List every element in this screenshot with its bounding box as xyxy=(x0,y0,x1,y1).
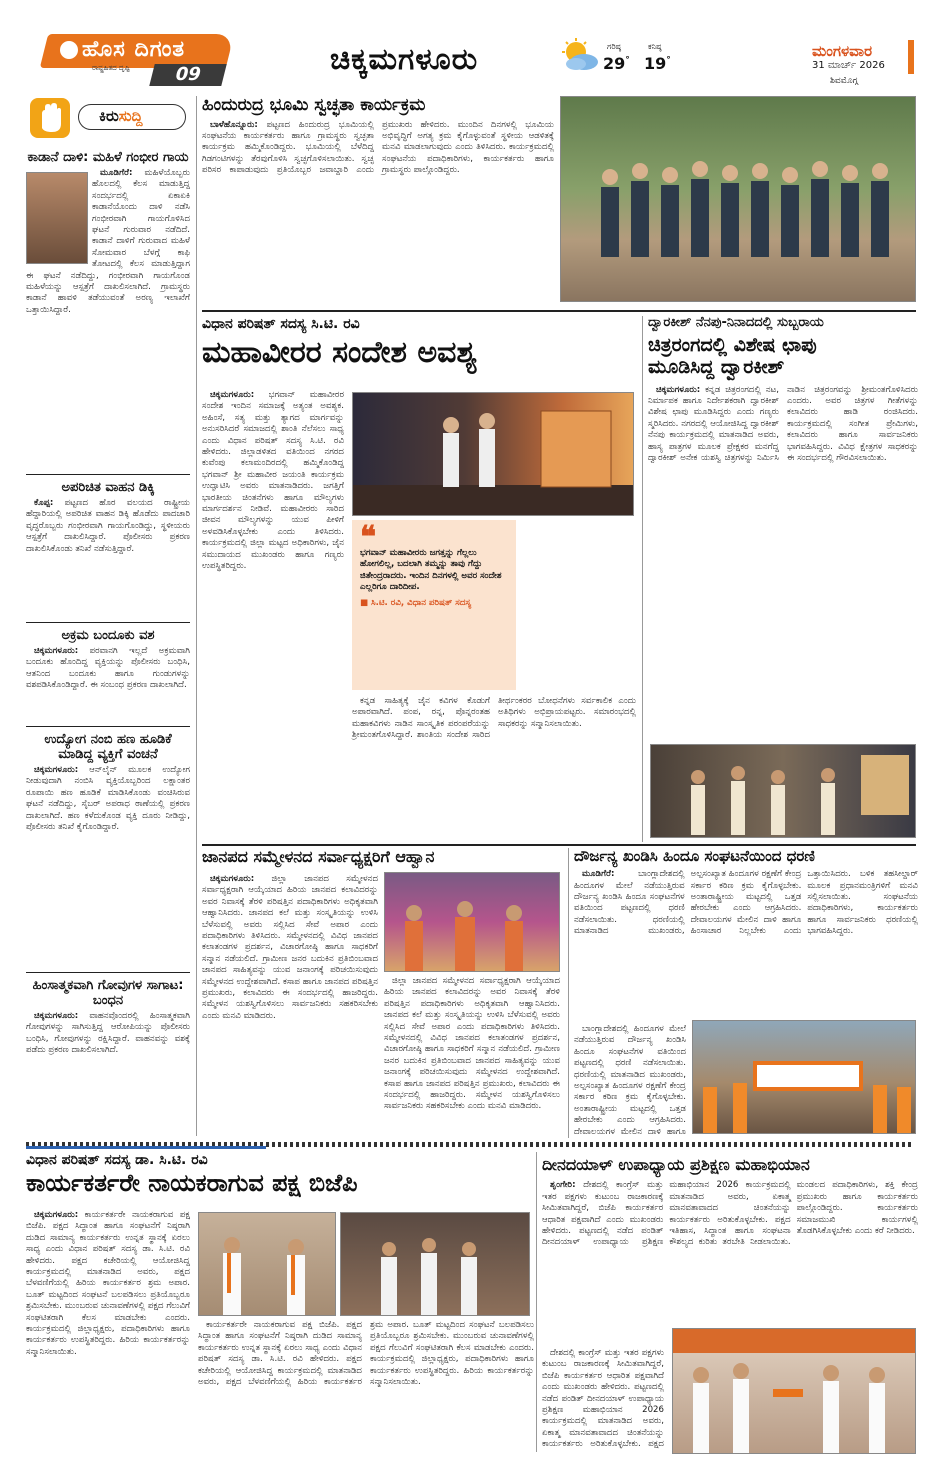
min-temp: 19° xyxy=(644,54,671,73)
brief-vehicle-accident: ಅಪರಿಚಿತ ವಾಹನ ಡಿಕ್ಕಿ ಕೊಪ್ಪ: ಪಟ್ಟಣದ ಹೊರ ವಲಯದ ರಾಷ್ಟ್ರೀಯ ಹೆದ್ದಾರಿಯಲ್ಲಿ ಅಪರಿಚಿತ ವಾಹನ ಡಿಕ್ಕಿ ಹೊಡೆದು ಪಾದಚಾರಿ ವೃದ್ಧರೊಬ್ಬರು ಗಂಭೀರವಾಗಿ ಗಾಯಗೊಂಡಿದ್ದು, ಸ್ಥಳೀಯರು ಆಸ್ಪತ್ರೆಗೆ ದಾಖಲಿಸಿದ್ದಾರೆ. ಪೊಲೀಸರು ಪ್ರಕರಣ ದಾಖಲಿಸಿಕೊಂಡು ತನಿಖೆ ನಡೆಸುತ್ತಿದ್ದಾರೆ. xyxy=(26,480,190,554)
brief-job-fraud: ಉದ್ಯೋಗ ನಂಬಿ ಹಣ ಹೂಡಿಕೆ ಮಾಡಿದ್ದ ವ್ಯಕ್ತಿಗೆ ವಂಚನೆ ಚಿಕ್ಕಮಗಳೂರು: ಆನ್‌ಲೈನ್ ಮೂಲಕ ಉದ್ಯೋಗ ನೀಡುವುದಾಗಿ ನಂಬಿಸಿ ವ್ಯಕ್ತಿಯೊಬ್ಬರಿಂದ ಲಕ್ಷಾಂತರ ರೂಪಾಯಿ ಹಣ ಹೂಡಿಕೆ ಮಾಡಿಸಿಕೊಂಡು ವಂಚಿಸಿರುವ ಘಟನೆ ನಡೆದಿದ್ದು, ಸೈಬರ್ ಅಪರಾಧ ಠಾಣೆಯಲ್ಲಿ ಪ್ರಕರಣ ದಾಖಲಾಗಿದೆ. ಹಣ ಕಳೆದುಕೊಂಡ ವ್ಯಕ್ತಿ ದೂರು ನೀಡಿದ್ದು, ಪೊಲೀಸರು ತನಿಖೆ ಕೈಗೊಂಡಿದ್ದಾರೆ. xyxy=(26,732,190,833)
pull-quote: ❝ ಭಗವಾನ್ ಮಹಾವೀರರು ಜಗತ್ತನ್ನು ಗೆಲ್ಲಲು ಹೋಗಲಿಲ್ಲ, ಬದಲಾಗಿ ತಮ್ಮನ್ನು ತಾವು ಗೆದ್ದು ಜಿತೇಂದ್ರರಾದರು. ಇಂದಿನ ದಿನಗಳಲ್ಲಿ ಅವರ ಸಂದೇಶ ಎಲ್ಲರಿಗೂ ದಾರಿದೀಪ. ■ ಸಿ.ಟಿ. ರವಿ, ವಿಧಾನ ಪರಿಷತ್ ಸದಸ್ಯ xyxy=(352,520,516,690)
max-temp-label: ಗರಿಷ್ಠ xyxy=(607,42,621,51)
page-number: 09 xyxy=(149,64,226,86)
headline: ಅಕ್ರಮ ಬಂದೂಕು ವಶ xyxy=(61,628,155,643)
headline: ಮಹಾವೀರರ ಸಂದೇಶ ಅವಶ್ಯ xyxy=(202,335,478,371)
photo-hindu-protest xyxy=(692,1020,916,1134)
article-janapada: ಜಾನಪದ ಸಮ್ಮೇಳನದ ಸರ್ವಾಧ್ಯಕ್ಷರಿಗೆ ಆಹ್ವಾನ ಚಿಕ್ಕಮಗಳೂರು: ಜಿಲ್ಲಾ ಜಾನಪದ ಸಮ್ಮೇಳನದ ಸರ್ವಾಧ್ಯಕ್ಷರಾಗಿ ಆಯ್ಕೆಯಾದ ಹಿರಿಯ ಜಾನಪದ ಕಲಾವಿದರನ್ನು ಅವರ ನಿವಾಸಕ್ಕೆ ತೆರಳಿ ಪರಿಷತ್ತಿನ ಪದಾಧಿಕಾರಿಗಳು ಅಧಿಕೃತವಾಗಿ ಆಹ್ವಾನಿಸಿದರು. ಜಾನಪದ ಕಲೆ ಮತ್ತು ಸಂಸ್ಕೃತಿಯನ್ನು ಉಳಿಸಿ ಬೆಳೆಸುವಲ್ಲಿ ಅವರು ಸಲ್ಲಿಸಿದ ಸೇವೆ ಅಪಾರ ಎಂದು ಪದಾಧಿಕಾರಿಗಳು ತಿಳಿಸಿದರು. ಸಮ್ಮೇಳನದಲ್ಲಿ ವಿವಿಧ ಜಾನಪದ ಕಲಾತಂಡಗಳ ಪ್ರದರ್ಶನ, ವಿಚಾರಗೋಷ್ಠಿ ಹಾಗೂ ಸಾಧಕರಿಗೆ ಸನ್ಮಾನ ನಡೆಯಲಿದೆ. ಗ್ರಾಮೀಣ ಜನರ ಬದುಕಿನ ಪ್ರತಿಬಿಂಬವಾದ ಜಾನಪದ ಸಾಹಿತ್ಯವನ್ನು ಯುವ ಜನಾಂಗಕ್ಕೆ ಪರಿಚಯಿಸುವುದು ಸಮ್ಮೇಳನದ ಉದ್ದೇಶವಾಗಿದೆ. ಕಸಾಪ ಹಾಗೂ ಜಾನಪದ ಪರಿಷತ್ತಿನ ಪ್ರಮುಖರು, ಕಲಾವಿದರು ಈ ಸಂದರ್ಭದಲ್ಲಿ ಹಾಜರಿದ್ದರು. ಸಮ್ಮೇಳನ ಯಶಸ್ವಿಗೊಳಿಸಲು ಸಾರ್ವಜನಿಕರು ಸಹಕರಿಸಬೇಕು ಎಂದು ಮನವಿ ಮಾಡಿದರು. xyxy=(202,848,564,1140)
brief-elephant-attack: ಕಾಡಾನೆ ದಾಳಿ: ಮಹಿಳೆ ಗಂಭೀರ ಗಾಯ ಮೂಡಿಗೆರೆ: ಮಹಿಳೆಯೊಬ್ಬರು ಹೊಲದಲ್ಲಿ ಕೆಲಸ ಮಾಡುತ್ತಿದ್ದ ಸಂದರ್ಭದಲ್ಲಿ ಏಕಾಏಕಿ ಕಾಡಾನೆಯೊಂದು ದಾಳಿ ನಡೆಸಿ ಗಂಭೀರವಾಗಿ ಗಾಯಗೊಳಿಸಿದ ಘಟನೆ ಗುರುವಾರ ನಡೆದಿದೆ. ಕಾಡಾನೆ ದಾಳಿಗೆ ಗುರುವಾದ ಮಹಿಳೆ ಸೋಮವಾರ ಬೆಳಗ್ಗೆ ಕಾಫಿ ತೋಟದಲ್ಲಿ ಕೆಲಸ ಮಾಡುತ್ತಿದ್ದಾಗ ಈ ಘಟನೆ ನಡೆದಿದ್ದು, ಗಂಭೀರವಾಗಿ ಗಾಯಗೊಂಡ ಮಹಿಳೆಯನ್ನು ಆಸ್ಪತ್ರೆಗೆ ದಾಖಲಿಸಲಾಗಿದೆ. ಗ್ರಾಮಸ್ಥರು ಕಾಡಾನೆ ಹಾವಳಿ ತಡೆಯುವಂತೆ ಅರಣ್ಯ ಇಲಾಖೆಗೆ ಒತ್ತಾಯಿಸಿದ್ದಾರೆ. xyxy=(26,150,190,315)
article-dwarakish: ದ್ವಾರಕೀಶ್ ನೆನಪು-ನಿನಾದದಲ್ಲಿ ಸುಬ್ಬರಾಯ ಚಿತ್ರರಂಗದಲ್ಲಿ ವಿಶೇಷ ಛಾಪು ಮೂಡಿಸಿದ್ದ ದ್ವಾರಕೀಶ್ ಚಿಕ್ಕಮಗಳೂರು: ಕನ್ನಡ ಚಿತ್ರರಂಗದಲ್ಲಿ ನಟ, ನಿರ್ಮಾಪಕ ಹಾಗೂ ನಿರ್ದೇಶಕರಾಗಿ ದ್ವಾರಕೀಶ್ ವಿಶೇಷ ಛಾಪು ಮೂಡಿಸಿದ್ದರು ಎಂದು ಗಣ್ಯರು ಸ್ಮರಿಸಿದರು. ನಗರದಲ್ಲಿ ಆಯೋಜಿಸಿದ್ದ ದ್ವಾರಕೀಶ್ ನೆನಪು ಕಾರ್ಯಕ್ರಮದಲ್ಲಿ ಮಾತನಾಡಿದ ಅವರು, ಹಾಸ್ಯ ಪಾತ್ರಗಳ ಮೂಲಕ ಪ್ರೇಕ್ಷಕರ ಮನಗೆದ್ದ ದ್ವಾರಕೀಶ್ ಅನೇಕ ಯಶಸ್ವಿ ಚಿತ್ರಗಳನ್ನು ನಿರ್ಮಿಸಿ ನಾಡಿನ ಚಿತ್ರರಂಗವನ್ನು ಶ್ರೀಮಂತಗೊಳಿಸಿದರು ಎಂದರು. ಅವರ ಚಿತ್ರಗಳ ಗೀತೆಗಳನ್ನು ಕಲಾವಿದರು ಹಾಡಿ ರಂಜಿಸಿದರು. ಕಾರ್ಯಕ್ರಮದಲ್ಲಿ ಸಂಗೀತ ಪ್ರೇಮಿಗಳು, ಕಲಾವಿದರು ಹಾಗೂ ಸಾರ್ವಜನಿಕರು ಭಾಗವಹಿಸಿದ್ದರು. ವಿವಿಧ ಕ್ಷೇತ್ರಗಳ ಸಾಧಕರನ್ನು ಈ ಸಂದರ್ಭದಲ್ಲಿ ಗೌರವಿಸಲಾಯಿತು. xyxy=(648,316,918,464)
article-hindu-protest: ದೌರ್ಜನ್ಯ ಖಂಡಿಸಿ ಹಿಂದೂ ಸಂಘಟನೆಯಿಂದ ಧರಣಿ ಮೂಡಿಗೆರೆ: ಬಾಂಗ್ಲಾದೇಶದಲ್ಲಿ ಹಿಂದೂಗಳ ಮೇಲೆ ನಡೆಯುತ್ತಿರುವ ದೌರ್ಜನ್ಯ ಖಂಡಿಸಿ ಹಿಂದೂ ಸಂಘಟನೆಗಳ ವತಿಯಿಂದ ಪಟ್ಟಣದಲ್ಲಿ ಧರಣಿ ನಡೆಸಲಾಯಿತು. ಧರಣಿಯಲ್ಲಿ ಮಾತನಾಡಿದ ಮುಖಂಡರು, ಅಲ್ಪಸಂಖ್ಯಾತ ಹಿಂದೂಗಳ ರಕ್ಷಣೆಗೆ ಕೇಂದ್ರ ಸರ್ಕಾರ ಕಠಿಣ ಕ್ರಮ ಕೈಗೊಳ್ಳಬೇಕು. ಅಂತಾರಾಷ್ಟ್ರೀಯ ಮಟ್ಟದಲ್ಲಿ ಒತ್ತಡ ಹೇರಬೇಕು ಎಂದು ಆಗ್ರಹಿಸಿದರು. ದೇವಾಲಯಗಳ ಮೇಲಿನ ದಾಳಿ ಹಾಗೂ ಹಿಂಸಾಚಾರ ನಿಲ್ಲಬೇಕು ಎಂದು ಒತ್ತಾಯಿಸಿದರು. ಬಳಿಕ ತಹಸೀಲ್ದಾರ್ ಮೂಲಕ ಪ್ರಧಾನಮಂತ್ರಿಗಳಿಗೆ ಮನವಿ ಸಲ್ಲಿಸಲಾಯಿತು. ಸಂಘಟನೆಯ ಪದಾಧಿಕಾರಿಗಳು, ಕಾರ್ಯಕರ್ತರು ಹಾಗೂ ಸಾರ್ವಜನಿಕರು ಧರಣಿಯಲ್ಲಿ ಭಾಗವಹಿಸಿದ್ದರು. ಬಾಂಗ್ಲಾದೇಶದಲ್ಲಿ ಹಿಂದೂಗಳ ಮೇಲೆ ನಡೆಯುತ್ತಿರುವ ದೌರ್ಜನ್ಯ ಖಂಡಿಸಿ ಹಿಂದೂ ಸಂಘಟನೆಗಳ ವತಿಯಿಂದ ಪಟ್ಟಣದಲ್ಲಿ ಧರಣಿ ನಡೆಸಲಾಯಿತು. ಧರಣಿಯಲ್ಲಿ ಮಾತನಾಡಿದ ಮುಖಂಡರು, ಅಲ್ಪಸಂಖ್ಯಾತ ಹಿಂದೂಗಳ ರಕ್ಷಣೆಗೆ ಕೇಂದ್ರ ಸರ್ಕಾರ ಕಠಿಣ ಕ್ರಮ ಕೈಗೊಳ್ಳಬೇಕು. ಅಂತಾರಾಷ್ಟ್ರೀಯ ಮಟ್ಟದಲ್ಲಿ ಒತ್ತಡ ಹೇರಬೇಕು ಎಂದು ಆಗ್ರಹಿಸಿದರು. ದೇವಾಲಯಗಳ ಮೇಲಿನ ದಾಳಿ ಹಾಗೂ xyxy=(574,848,918,1137)
article-deendayal-training: ದೀನದಯಾಳ್ ಉಪಾಧ್ಯಾಯ ಪ್ರಶಿಕ್ಷಣ ಮಹಾಭಿಯಾನ ಶೃಂಗೇರಿ: ದೇಶದಲ್ಲಿ ಕಾಂಗ್ರೆಸ್ ಮತ್ತು ಇತರ ಪಕ್ಷಗಳು ಕುಟುಂಬ ರಾಜಕಾರಣಕ್ಕೆ ಸೀಮಿತವಾಗಿದ್ದರೆ, ಬಿಜೆಪಿ ಕಾರ್ಯಕರ್ತರ ಆಧಾರಿತ ಪಕ್ಷವಾಗಿದೆ ಎಂದು ಮುಖಂಡರು ಹೇಳಿದರು. ಪಟ್ಟಣದಲ್ಲಿ ನಡೆದ ಪಂಡಿತ್ ದೀನದಯಾಳ್ ಉಪಾಧ್ಯಾಯ ಪ್ರಶಿಕ್ಷಣ ಮಹಾಭಿಯಾನ 2026 ಕಾರ್ಯಕ್ರಮದಲ್ಲಿ ಮಾತನಾಡಿದ ಅವರು, ಏಕಾತ್ಮ ಮಾನವತಾವಾದದ ಚಿಂತನೆಯನ್ನು ಕಾರ್ಯಕರ್ತರು ಅರಿತುಕೊಳ್ಳಬೇಕು. ಪಕ್ಷದ ಇತಿಹಾಸ, ಸಿದ್ಧಾಂತ ಹಾಗೂ ಸಂಘಟನಾ ಕೌಶಲ್ಯದ ಕುರಿತು ತರಬೇತಿ ನೀಡಲಾಯಿತು. ಮಂಡಲದ ಪದಾಧಿಕಾರಿಗಳು, ಶಕ್ತಿ ಕೇಂದ್ರ ಪ್ರಮುಖರು ಹಾಗೂ ಕಾರ್ಯಕರ್ತರು ಪಾಲ್ಗೊಂಡಿದ್ದರು. ಕಾರ್ಯಕರ್ತರು ಸಮಾಜಮುಖಿ ಕಾರ್ಯಗಳಲ್ಲಿ ತೊಡಗಿಸಿಕೊಳ್ಳಬೇಕು ಎಂದು ಕರೆ ನೀಡಿದರು. ದೇಶದಲ್ಲಿ ಕಾಂಗ್ರೆಸ್ ಮತ್ತು ಇತರ ಪಕ್ಷಗಳು ಕುಟುಂಬ ರಾಜಕಾರಣಕ್ಕೆ ಸೀಮಿತವಾಗಿದ್ದರೆ, ಬಿಜೆಪಿ ಕಾರ್ಯಕರ್ತರ ಆಧಾರಿತ ಪಕ್ಷವಾಗಿದೆ ಎಂದು ಮುಖಂಡರು ಹೇಳಿದರು. ಪಟ್ಟಣದಲ್ಲಿ ನಡೆದ ಪಂಡಿತ್ ದೀನದಯಾಳ್ ಉಪಾಧ್ಯಾಯ ಪ್ರಶಿಕ್ಷಣ ಮಹಾಭಿಯಾನ 2026 ಕಾರ್ಯಕ್ರಮದಲ್ಲಿ ಮಾತನಾಡಿದ ಅವರು, ಏಕಾತ್ಮ ಮಾನವತಾವಾದದ ಚಿಂತನೆಯನ್ನು ಕಾರ್ಯಕರ್ತರು ಅರಿತುಕೊಳ್ಳಬೇಕು. ಪಕ್ಷದ xyxy=(542,1155,918,1450)
headline: ದೀನದಯಾಳ್ ಉಪಾಧ್ಯಾಯ ಪ್ರಶಿಕ್ಷಣ ಮಹಾಭಿಯಾನ xyxy=(542,1155,810,1174)
headline: ಕಾಡಾನೆ ದಾಳಿ: ಮಹಿಳೆ ಗಂಭೀರ ಗಾಯ xyxy=(27,150,189,165)
headline: ಉದ್ಯೋಗ ನಂಬಿ ಹಣ ಹೂಡಿಕೆ ಮಾಡಿದ್ದ ವ್ಯಕ್ತಿಗೆ ವಂಚನೆ xyxy=(44,732,172,762)
headline: ಕಾರ್ಯಕರ್ತರೇ ನಾಯಕರಾಗುವ ಪಕ್ಷ ಬಿಜೆಪಿ xyxy=(26,1169,358,1198)
article-mahaveer: ವಿಧಾನ ಪರಿಷತ್ ಸದಸ್ಯ ಸಿ.ಟಿ. ರವಿ ಮಹಾವೀರರ ಸಂದೇಶ ಅವಶ್ಯ ಚಿಕ್ಕಮಗಳೂರು: ಭಗವಾನ್ ಮಹಾವೀರರ ಸಂದೇಶ ಇಂದಿನ ಸಮಾಜಕ್ಕೆ ಅತ್ಯಂತ ಅವಶ್ಯಕ. ಅಹಿಂಸೆ, ಸತ್ಯ ಮತ್ತು ತ್ಯಾಗದ ಮಾರ್ಗವನ್ನು ಅನುಸರಿಸಿದರೆ ಸಮಾಜದಲ್ಲಿ ಶಾಂತಿ ನೆಲೆಸಲು ಸಾಧ್ಯ ಎಂದು ವಿಧಾನ ಪರಿಷತ್ ಸದಸ್ಯ ಸಿ.ಟಿ. ರವಿ ಹೇಳಿದರು. ಜಿಲ್ಲಾಡಳಿತದ ವತಿಯಿಂದ ನಗರದ ಕುವೆಂಪು ಕಲಾಮಂದಿರದಲ್ಲಿ ಹಮ್ಮಿಕೊಂಡಿದ್ದ ಭಗವಾನ್ ಶ್ರೀ ಮಹಾವೀರ ಜಯಂತಿ ಕಾರ್ಯಕ್ರಮ ಉದ್ಘಾಟಿಸಿ ಅವರು ಮಾತನಾಡಿದರು. ಜಗತ್ತಿಗೆ ಭಾರತೀಯ ಚಿಂತನೆಗಳು ಹಾಗೂ ಮೌಲ್ಯಗಳು ಮಾರ್ಗದರ್ಶನ ನೀಡಿವೆ. ಮಹಾವೀರರು ಸಾರಿದ ಜೀವನ ಮೌಲ್ಯಗಳನ್ನು ಯುವ ಪೀಳಿಗೆ ಅಳವಡಿಸಿಕೊಳ್ಳಬೇಕು ಎಂದು ತಿಳಿಸಿದರು. ಕಾರ್ಯಕ್ರಮದಲ್ಲಿ ಜಿಲ್ಲಾ ಮಟ್ಟದ ಅಧಿಕಾರಿಗಳು, ಜೈನ ಸಮುದಾಯದ ಮುಖಂಡರು ಹಾಗೂ ಗಣ್ಯರು ಉಪಸ್ಥಿತರಿದ್ದರು. ಕನ್ನಡ ಸಾಹಿತ್ಯಕ್ಕೆ ಜೈನ ಕವಿಗಳ ಕೊಡುಗೆ ಅಪಾರವಾಗಿದೆ. ಪಂಪ, ರನ್ನ, ಪೊನ್ನರಂತಹ ಮಹಾಕವಿಗಳು ನಾಡಿನ ಸಾಂಸ್ಕೃತಿಕ ಪರಂಪರೆಯನ್ನು ಶ್ರೀಮಂತಗೊಳಿಸಿದ್ದಾರೆ. ಶಾಂತಿಯ ಸಂದೇಶ ಸಾರಿದ ತೀರ್ಥಂಕರರ ಬೋಧನೆಗಳು ಸರ್ವಕಾಲಿಕ ಎಂದು ಅತಿಥಿಗಳು ಅಭಿಪ್ರಾಯಪಟ್ಟರು. ಸಮಾರಂಭದಲ್ಲಿ ಸಾಧಕರನ್ನು ಸನ್ಮಾನಿಸಲಾಯಿತು. xyxy=(202,316,636,741)
kicker: ವಿಧಾನ ಪರಿಷತ್ ಸದಸ್ಯ ಡಾ. ಸಿ.ಟಿ. ರವಿ xyxy=(26,1152,208,1168)
headline: ಹಿಂಸಾತ್ಮಕವಾಗಿ ಗೋವುಗಳ ಸಾಗಾಟ: ಬಂಧನ xyxy=(32,978,184,1008)
brief-cattle-transport: ಹಿಂಸಾತ್ಮಕವಾಗಿ ಗೋವುಗಳ ಸಾಗಾಟ: ಬಂಧನ ಚಿಕ್ಕಮಗಳೂರು: ವಾಹನವೊಂದರಲ್ಲಿ ಹಿಂಸಾತ್ಮಕವಾಗಿ ಗೋವುಗಳನ್ನು ಸಾಗಿಸುತ್ತಿದ್ದ ಆರೋಪಿಯನ್ನು ಪೊಲೀಸರು ಬಂಧಿಸಿ, ಗೋವುಗಳನ್ನು ರಕ್ಷಿಸಿದ್ದಾರೆ. ವಾಹನವನ್ನು ವಶಕ್ಕೆ ಪಡೆದು ಪ್ರಕರಣ ದಾಖಲಿಸಲಾಗಿದೆ. xyxy=(26,978,190,1056)
kicker: ವಿಧಾನ ಪರಿಷತ್ ಸದಸ್ಯ ಸಿ.ಟಿ. ರವಿ xyxy=(202,316,360,332)
quote-icon: ❝ xyxy=(360,520,377,555)
hand-icon xyxy=(30,98,70,138)
headline: ದೌರ್ಜನ್ಯ ಖಂಡಿಸಿ ಹಿಂದೂ ಸಂಘಟನೆಯಿಂದ ಧರಣಿ xyxy=(574,848,815,865)
headline: ಅಪರಿಚಿತ ವಾಹನ ಡಿಕ್ಕಿ xyxy=(61,480,155,495)
photo-injured-woman xyxy=(26,172,88,264)
weekday: ಮಂಗಳವಾರ xyxy=(812,42,873,60)
section-title-kirusuddi: ಕಿರುಸುದ್ದಿ xyxy=(78,104,186,130)
district-edition: ಶಿವಮೊಗ್ಗ xyxy=(830,76,858,86)
photo-cleaning-group xyxy=(560,96,916,302)
brief-illegal-gun: ಅಕ್ರಮ ಬಂದೂಕು ವಶ ಚಿಕ್ಕಮಗಳೂರು: ಪರವಾನಗಿ ಇಲ್ಲದೆ ಅಕ್ರಮವಾಗಿ ಬಂದೂಕು ಹೊಂದಿದ್ದ ವ್ಯಕ್ತಿಯನ್ನು ಪೊಲೀಸರು ಬಂಧಿಸಿ, ಆತನಿಂದ ಬಂದೂಕು ಹಾಗೂ ಗುಂಡುಗಳನ್ನು ವಶಪಡಿಸಿಕೊಂಡಿದ್ದಾರೆ. ಈ ಸಂಬಂಧ ಪ್ರಕರಣ ದಾಖಲಾಗಿದೆ. xyxy=(26,628,190,691)
newspaper-logo: ಹೊಸ ದಿಗಂತ xyxy=(82,37,186,62)
article-land-cleaning: ಹಿಂದುರುದ್ರ ಭೂಮಿ ಸ್ವಚ್ಛತಾ ಕಾರ್ಯಕ್ರಮ ಬಾಳೆಹೊನ್ನೂರು: ಪಟ್ಟಣದ ಹಿಂದುರುದ್ರ ಭೂಮಿಯಲ್ಲಿ ಸಂಘಟನೆಯ ಕಾರ್ಯಕರ್ತರು ಹಾಗೂ ಗ್ರಾಮಸ್ಥರು ಸ್ವಚ್ಛತಾ ಕಾರ್ಯಕ್ರಮ ಹಮ್ಮಿಕೊಂಡಿದ್ದರು. ಭೂಮಿಯಲ್ಲಿ ಬೆಳೆದಿದ್ದ ಗಿಡಗಂಟಿಗಳನ್ನು ತೆರವುಗೊಳಿಸಿ ಸ್ವಚ್ಛಗೊಳಿಸಲಾಯಿತು. ಸ್ವಚ್ಛ ಪರಿಸರ ಕಾಪಾಡುವುದು ಪ್ರತಿಯೊಬ್ಬರ ಜವಾಬ್ದಾರಿ ಎಂದು ಪ್ರಮುಖರು ಹೇಳಿದರು. ಮುಂದಿನ ದಿನಗಳಲ್ಲಿ ಭೂಮಿಯ ಅಭಿವೃದ್ಧಿಗೆ ಅಗತ್ಯ ಕ್ರಮ ಕೈಗೊಳ್ಳುವಂತೆ ಸ್ಥಳೀಯ ಆಡಳಿತಕ್ಕೆ ಮನವಿ ಮಾಡಲಾಗುವುದು ಎಂದು ತಿಳಿಸಿದರು. ಕಾರ್ಯಕ್ರಮದಲ್ಲಿ ಸಂಘಟನೆಯ ಪದಾಧಿಕಾರಿಗಳು, ಕಾರ್ಯಕರ್ತರು ಹಾಗೂ ಗ್ರಾಮಸ್ಥರು ಪಾಲ್ಗೊಂಡಿದ್ದರು. xyxy=(202,96,554,176)
headline: ಜಾನಪದ ಸಮ್ಮೇಳನದ ಸರ್ವಾಧ್ಯಕ್ಷರಿಗೆ ಆಹ್ವಾನ xyxy=(202,848,435,866)
sun-cloud-icon xyxy=(556,38,602,72)
headline-line-1: ದ್ವಾರಕೀಶ್ ನೆನಪು-ನಿನಾದದಲ್ಲಿ ಸುಬ್ಬರಾಯ xyxy=(648,316,824,330)
logo-tagline: ರಾಷ್ಟ್ರಹಿತದ ದೃಷ್ಟಿ xyxy=(92,64,130,72)
photo-mahaveer-event xyxy=(352,392,634,516)
photo-deendayal-event xyxy=(672,1328,916,1454)
headline: ಹಿಂದುರುದ್ರ ಭೂಮಿ ಸ್ವಚ್ಛತಾ ಕಾರ್ಯಕ್ರಮ xyxy=(202,96,426,115)
logo-emblem-icon xyxy=(60,41,78,59)
min-temp-label: ಕನಿಷ್ಠ xyxy=(648,42,662,51)
city-name: ಚಿಕ್ಕಮಗಳೂರು xyxy=(330,42,479,77)
quote-source: ■ ಸಿ.ಟಿ. ರವಿ, ವಿಧಾನ ಪರಿಷತ್ ಸದಸ್ಯ xyxy=(360,597,472,608)
issue-date: 31 ಮಾರ್ಚ್ 2026 xyxy=(812,60,885,71)
article-bjp-workers: ವಿಧಾನ ಪರಿಷತ್ ಸದಸ್ಯ ಡಾ. ಸಿ.ಟಿ. ರವಿ ಕಾರ್ಯಕರ್ತರೇ ನಾಯಕರಾಗುವ ಪಕ್ಷ ಬಿಜೆಪಿ ಚಿಕ್ಕಮಗಳೂರು: ಕಾರ್ಯಕರ್ತರೇ ನಾಯಕರಾಗುವ ಪಕ್ಷ ಬಿಜೆಪಿ. ಪಕ್ಷದ ಸಿದ್ಧಾಂತ ಹಾಗೂ ಸಂಘಟನೆಗೆ ನಿಷ್ಠರಾಗಿ ದುಡಿದ ಸಾಮಾನ್ಯ ಕಾರ್ಯಕರ್ತರು ಉನ್ನತ ಸ್ಥಾನಕ್ಕೆ ಏರಲು ಸಾಧ್ಯ ಎಂದು ವಿಧಾನ ಪರಿಷತ್ ಸದಸ್ಯ ಡಾ. ಸಿ.ಟಿ. ರವಿ ಹೇಳಿದರು. ಪಕ್ಷದ ಕಚೇರಿಯಲ್ಲಿ ಆಯೋಜಿಸಿದ್ದ ಕಾರ್ಯಕ್ರಮದಲ್ಲಿ ಮಾತನಾಡಿದ ಅವರು, ಪಕ್ಷದ ಬೆಳವಣಿಗೆಯಲ್ಲಿ ಹಿರಿಯ ಕಾರ್ಯಕರ್ತರ ಶ್ರಮ ಅಪಾರ. ಬೂತ್ ಮಟ್ಟದಿಂದ ಸಂಘಟನೆ ಬಲಪಡಿಸಲು ಪ್ರತಿಯೊಬ್ಬರೂ ಶ್ರಮಿಸಬೇಕು. ಮುಂಬರುವ ಚುನಾವಣೆಗಳಲ್ಲಿ ಪಕ್ಷದ ಗೆಲುವಿಗೆ ಸಂಘಟಿತರಾಗಿ ಕೆಲಸ ಮಾಡಬೇಕು ಎಂದರು. ಕಾರ್ಯಕ್ರಮದಲ್ಲಿ ಜಿಲ್ಲಾಧ್ಯಕ್ಷರು, ಪದಾಧಿಕಾರಿಗಳು ಹಾಗೂ ಕಾರ್ಯಕರ್ತರು ಉಪಸ್ಥಿತರಿದ್ದರು. ಹಿರಿಯ ಕಾರ್ಯಕರ್ತರನ್ನು ಸನ್ಮಾನಿಸಲಾಯಿತು. ಕಾರ್ಯಕರ್ತರೇ ನಾಯಕರಾಗುವ ಪಕ್ಷ ಬಿಜೆಪಿ. ಪಕ್ಷದ ಸಿದ್ಧಾಂತ ಹಾಗೂ ಸಂಘಟನೆಗೆ ನಿಷ್ಠರಾಗಿ ದುಡಿದ ಸಾಮಾನ್ಯ ಕಾರ್ಯಕರ್ತರು ಉನ್ನತ ಸ್ಥಾನಕ್ಕೆ ಏರಲು ಸಾಧ್ಯ ಎಂದು ವಿಧಾನ ಪರಿಷತ್ ಸದಸ್ಯ ಡಾ. ಸಿ.ಟಿ. ರವಿ ಹೇಳಿದರು. ಪಕ್ಷದ ಕಚೇರಿಯಲ್ಲಿ ಆಯೋಜಿಸಿದ್ದ ಕಾರ್ಯಕ್ರಮದಲ್ಲಿ ಮಾತನಾಡಿದ ಅವರು, ಪಕ್ಷದ ಬೆಳವಣಿಗೆಯಲ್ಲಿ ಹಿರಿಯ ಕಾರ್ಯಕರ್ತರ ಶ್ರಮ ಅಪಾರ. ಬೂತ್ ಮಟ್ಟದಿಂದ ಸಂಘಟನೆ ಬಲಪಡಿಸಲು ಪ್ರತಿಯೊಬ್ಬರೂ ಶ್ರಮಿಸಬೇಕು. ಮುಂಬರುವ ಚುನಾವಣೆಗಳಲ್ಲಿ ಪಕ್ಷದ ಗೆಲುವಿಗೆ ಸಂಘಟಿತರಾಗಿ ಕೆಲಸ ಮಾಡಬೇಕು ಎಂದರು. ಕಾರ್ಯಕ್ರಮದಲ್ಲಿ ಜಿಲ್ಲಾಧ್ಯಕ್ಷರು, ಪದಾಧಿಕಾರಿಗಳು ಹಾಗೂ ಕಾರ್ಯಕರ್ತರು ಉಪಸ್ಥಿತರಿದ್ದರು. ಹಿರಿಯ ಕಾರ್ಯಕರ್ತರನ್ನು ಸನ್ಮಾನಿಸಲಾಯಿತು. xyxy=(26,1152,534,1388)
header-accent-bar xyxy=(908,40,914,74)
masthead xyxy=(0,0,945,92)
headline-line-2: ಚಿತ್ರರಂಗದಲ್ಲಿ ವಿಶೇಷ ಛಾಪು xyxy=(648,333,817,356)
max-temp: 29° xyxy=(603,54,630,73)
photo-dwarakish-event xyxy=(650,744,916,838)
janapada-continued: ಜಿಲ್ಲಾ ಜಾನಪದ ಸಮ್ಮೇಳನದ ಸರ್ವಾಧ್ಯಕ್ಷರಾಗಿ ಆಯ್ಕೆಯಾದ ಹಿರಿಯ ಜಾನಪದ ಕಲಾವಿದರನ್ನು ಅವರ ನಿವಾಸಕ್ಕೆ ತೆರಳಿ ಪರಿಷತ್ತಿನ ಪದಾಧಿಕಾರಿಗಳು ಅಧಿಕೃತವಾಗಿ ಆಹ್ವಾನಿಸಿದರು. ಜಾನಪದ ಕಲೆ ಮತ್ತು ಸಂಸ್ಕೃತಿಯನ್ನು ಉಳಿಸಿ ಬೆಳೆಸುವಲ್ಲಿ ಅವರು ಸಲ್ಲಿಸಿದ ಸೇವೆ ಅಪಾರ ಎಂದು ಪದಾಧಿಕಾರಿಗಳು ತಿಳಿಸಿದರು. ಸಮ್ಮೇಳನದಲ್ಲಿ ವಿವಿಧ ಜಾನಪದ ಕಲಾತಂಡಗಳ ಪ್ರದರ್ಶನ, ವಿಚಾರಗೋಷ್ಠಿ ಹಾಗೂ ಸಾಧಕರಿಗೆ ಸನ್ಮಾನ ನಡೆಯಲಿದೆ. ಗ್ರಾಮೀಣ ಜನರ ಬದುಕಿನ ಪ್ರತಿಬಿಂಬವಾದ ಜಾನಪದ ಸಾಹಿತ್ಯವನ್ನು ಯುವ ಜನಾಂಗಕ್ಕೆ ಪರಿಚಯಿಸುವುದು ಸಮ್ಮೇಳನದ ಉದ್ದೇಶವಾಗಿದೆ. ಕಸಾಪ ಹಾಗೂ ಜಾನಪದ ಪರಿಷತ್ತಿನ ಪ್ರಮುಖರು, ಕಲಾವಿದರು ಈ ಸಂದರ್ಭದಲ್ಲಿ ಹಾಜರಿದ್ದರು. ಸಮ್ಮೇಳನ ಯಶಸ್ವಿಗೊಳಿಸಲು ಸಾರ್ವಜನಿಕರು ಸಹಕರಿಸಬೇಕು ಎಂದು ಮನವಿ ಮಾಡಿದರು. xyxy=(384,976,560,1112)
headline-line-3: ಮೂಡಿಸಿದ್ದ ದ್ವಾರಕೀಶ್ xyxy=(648,355,785,378)
photo-janapada-invite xyxy=(384,872,560,972)
photo-bjp-portrait xyxy=(340,1212,530,1316)
photo-bjp-event xyxy=(198,1212,336,1316)
